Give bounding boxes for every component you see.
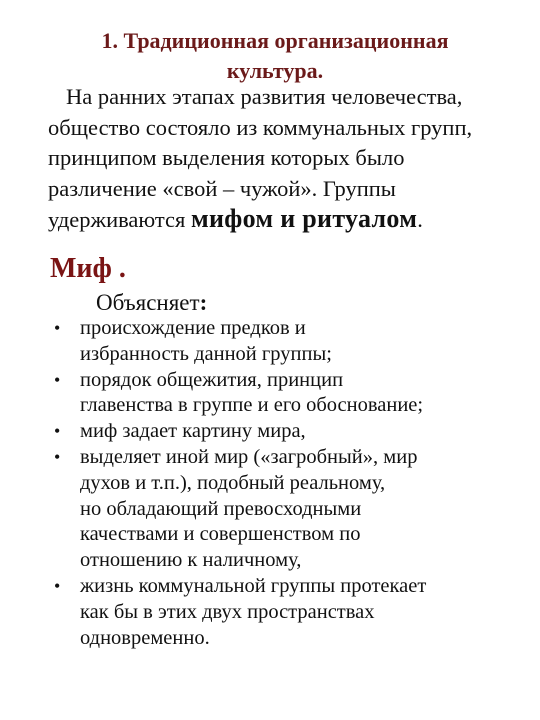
bullet-item: [50, 316, 520, 368]
bullet-item: [50, 419, 520, 445]
explains-colon: :: [199, 290, 208, 315]
bullet-marker: •: [54, 318, 61, 338]
intro-line-5-suffix: .: [417, 207, 423, 232]
bullet-line: миф задает картину мира,: [80, 420, 306, 443]
bullet-line: одновременно.: [80, 626, 210, 649]
bullet-item: [50, 368, 520, 420]
heading-line-1: 1. Традиционная организационная: [101, 28, 449, 53]
bullet-list: [50, 316, 520, 651]
intro-line-4: различение «свой – чужой». Группы: [48, 175, 396, 201]
intro-line-3: принципом выделения которых было: [48, 145, 405, 170]
myth-title: Миф .: [50, 253, 126, 284]
bullet-line: порядок общежития, принцип: [80, 368, 344, 391]
bullet-line: главенства в группе и его обоснование;: [80, 394, 424, 417]
intro-line-5: [48, 204, 518, 236]
intro-line-1: На ранних этапах развития человечества,: [66, 84, 463, 109]
bullet-line: но обладающий превосходными: [80, 497, 362, 520]
bullet-line: жизнь коммунальной группы протекает: [80, 574, 427, 597]
bullet-marker: •: [54, 421, 61, 442]
intro-paragraph: [48, 82, 518, 236]
explains-label: [96, 288, 207, 318]
section-heading: [40, 26, 510, 86]
bullet-marker: •: [54, 575, 61, 596]
intro-line-5-prefix: удерживаются: [48, 207, 191, 232]
bullet-item: [50, 574, 520, 651]
intro-emphasis: мифом и ритуалом: [191, 204, 418, 233]
bullet-line: избранность данной группы;: [80, 342, 332, 365]
bullet-line: выделяет иной мир («загробный», мир: [80, 445, 418, 468]
bullet-line: отношению к наличному,: [80, 549, 302, 572]
bullet-marker: •: [54, 369, 61, 390]
bullet-marker: •: [54, 446, 61, 467]
intro-line-2: общество состояло из коммунальных групп,: [48, 114, 473, 140]
bullet-line: как бы в этих двух пространствах: [80, 600, 375, 623]
bullet-line: качествами и совершенством по: [80, 523, 361, 546]
bullet-line: духов и т.п.), подобный реальному,: [80, 471, 386, 494]
bullet-item: [50, 445, 520, 574]
heading-line-2: культура.: [226, 58, 324, 83]
bullet-line: происхождение предков и: [80, 317, 306, 339]
explains-text: Объясняет: [96, 290, 200, 315]
